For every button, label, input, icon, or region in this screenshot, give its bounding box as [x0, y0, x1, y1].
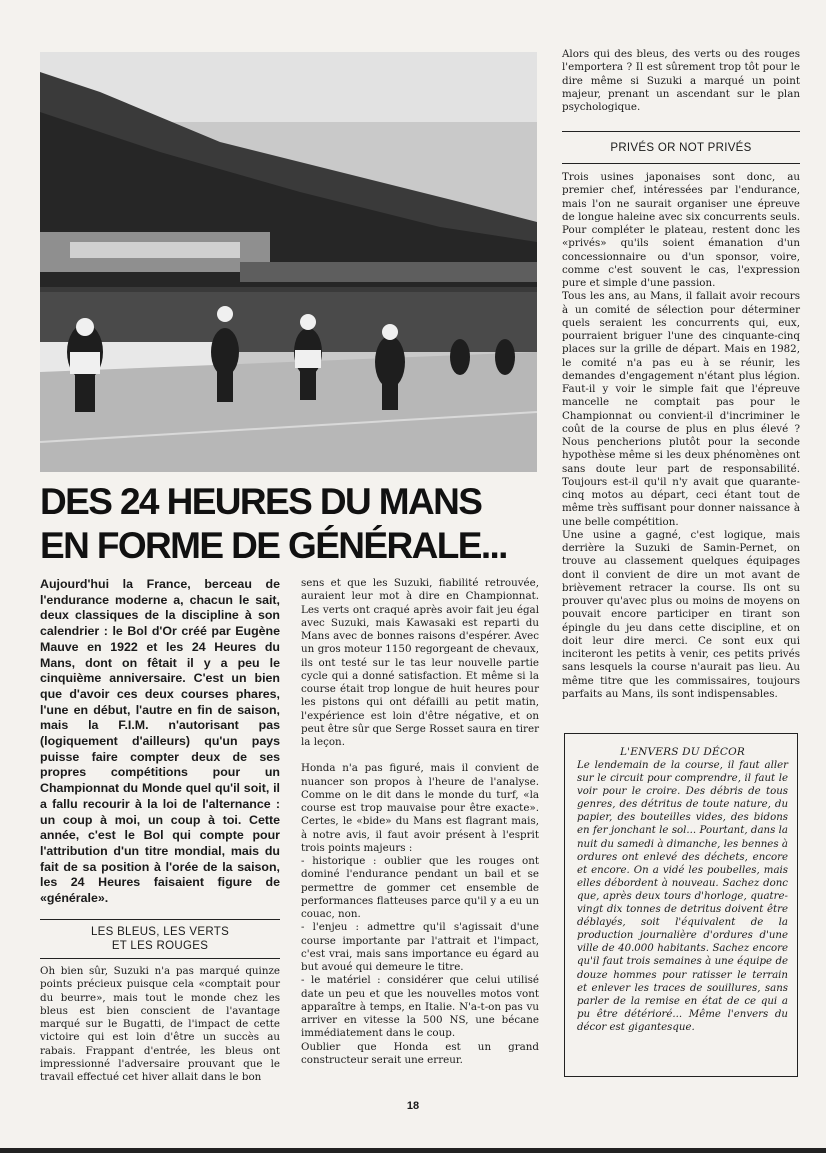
section-rule [562, 131, 800, 132]
bottom-edge [0, 1148, 826, 1153]
body-paragraph: - le matériel : considérer que celui utilisé date un peu et que les nouvelles motos vont apparaître à temps, en Italie. N'a-t-on pas vu arriver en vitesse la 500 NS, une bécane immédiatement dans le coup. [301, 974, 539, 1040]
body-paragraph: Alors qui des bleus, des verts ou des rouges l'emportera ? Il est sûrement trop tôt pour le dire même si Suzuki a marqué un point majeur, prenant un ascendant sur le plan psychologique. [562, 48, 800, 113]
section-rule [40, 958, 280, 959]
intro-paragraph: Aujourd'hui la France, berceau de l'endurance moderne a, chacun le sait, deux classiques de la discipline à son calendrier : le Bol d'Or créé par Eugène Mauve en 1922 et les 24 Heures du Mans, dont on fêtait il y a peu le cinquième anniversaire. C'est un bien que d'avoir ces deux courses phares, l'une en début, l'autre en fin de saison, mais la F.I.M. n'autorisant pas (logiquement d'ailleurs) qu'un pays puisse faire compter deux de ses propres compétitions pour un Championnat du Monde quel qu'il soit, il a fallu recourir à la loi de l'alternance : un coup à moi, un coup à toi. Cette année, c'est le Bol qui compte pour l'attribution d'un titre mondial, mais du fait de sa position à l'orée de la saison, les 24 Heures faisaient figure de «générale». [40, 577, 280, 906]
page-number: 18 [406, 1100, 420, 1112]
body-paragraph: Oh bien sûr, Suzuki n'a pas marqué quinze points précieux puisque cela «comptait pour du beurre», mais tout le monde chez les bleus est bien conscient de l'avantage marqué sur le Bugatti, de l'impact de cette victoire qui est loin d'être un succès au rabais. Frappant d'entrée, les bleus ont impressionné l'adversaire prouvant que le travail effectué cet hiver allait dans le bon [40, 965, 280, 1083]
envers-du-decor-sidebar [564, 733, 798, 1077]
column2-body [301, 577, 539, 1067]
sidebar-title: L'ENVERS DU DÉCOR [619, 746, 746, 758]
section-title-line-2: ET LES ROUGES [111, 940, 209, 952]
column3-body [562, 171, 800, 701]
headline-line-1: DES 24 HEURES DU MANS [40, 481, 482, 522]
body-paragraph: Tous les ans, au Mans, il fallait avoir recours à un comité de sélection pour déterminer quels seraient les concurrents qui, eux, pourraient briguer l'une des cinquante-cinq places sur la grille de départ. Mais en 1982, le comité n'a pas eu à se réunir, les demandes d'engagement n'étant plus légion. Faut-il y voir le simple fait que l'épreuve mancelle ne comptait pas pour le Championnat ou convient-il d'incriminer le coût de la course de plus en plus élevé ? Nous pencherions plutôt pour la seconde hypothèse même si les deux phénomènes ont sans doute leur part de responsabilité. Toujours est-il qu'il n'y avait que quarante-cinq motos au départ, ceci étant tout de même très suffisant pour donner naissance à une belle compétition. [562, 290, 800, 528]
race-photo-illustration [40, 52, 537, 472]
body-paragraph: Oublier que Honda est un grand constructeur serait une erreur. [301, 1040, 539, 1066]
column3-top [562, 48, 800, 114]
body-paragraph: - l'enjeu : admettre qu'il s'agissait d'une course importante par l'attrait et l'impact, c'est vrai, mais sans importance eu égard au but avoué qui demeure le titre. [301, 921, 539, 973]
body-paragraph: Trois usines japonaises sont donc, au premier chef, intéressées par l'endurance, mais l'on ne saurait organiser une épreuve de longue haleine avec six concurrents seuls. Pour compléter le plateau, restent donc les «privés» qu'ils soient émanation d'un concessionnaire ou d'un sponsor, voire, comme c'est souvent le cas, l'expression pure et simple d'une passion. [562, 171, 800, 289]
body-paragraph: - historique : oublier que les rouges ont dominé l'endurance pendant un bail et se permettre de gommer cet ensemble de performances flatteuses parce qu'il y a eu un couac, non. [301, 855, 539, 920]
article-headline [40, 480, 540, 568]
section-title-prives: PRIVÉS OR NOT PRIVÉS [610, 142, 752, 154]
body-paragraph: Honda n'a pas figuré, mais il convient de nuancer son propos à l'heure de l'analyse. Comme on le dit dans le monde du turf, «la course est trop mauvaise pour être exacte». Certes, le «bide» du Mans est flagrant mais, à notre avis, il faut avoir présent à l'esprit trois points majeurs : [301, 762, 539, 854]
sidebar-text: Le lendemain de la course, il faut aller sur le circuit pour comprendre, il faut le voir pour le croire. Des débris de tous genres, des détritus de toute nature, du papier, des bouteilles vides, des bidons en fer jonchant le sol... Pourtant, dans la nuit du samedi à dimanche, les bennes à ordures ont enlevé des déchets, encore et encore. On a vidé les poubelles, mais elles débordent à nouveau. Sachez donc que, après deux tours d'horloge, quatre-vingt dix tonnes de detritus doivent être déblayés, soit l'équivalent de la production journalière d'ordures d'une ville de 40.000 habitants. Sachez encore qu'il faut trois semaines à une équipe de douze hommes pour ratisser le terrain et enlever les traces de souillures, sans parler de la remise en état de ce qui a pu être détérioré... Même l'envers du décor est gigantesque. [577, 760, 788, 1033]
body-paragraph: sens et que les Suzuki, fiabilité retrouvée, auraient leur mot à dire en Championnat. Les verts ont craqué après avoir fait jeu égal avec Suzuki, mais Kawasaki est reparti du Mans avec de bonnes raisons d'espérer. Avec un gros moteur 1150 regorgeant de chevaux, ils ont testé sur le tas leur nouvelle partie cycle qui a donné satisfaction. Et même si la course était trop longue de huit heures pour les pistons qui ont défailli au petit matin, l'expérience est loin d'être négative, et on peut être sûr que Serge Rosset saura en tirer la leçon. [301, 577, 539, 748]
column1-body [40, 965, 280, 1084]
headline-line-2: EN FORME DE GÉNÉRALE... [40, 525, 507, 566]
section-title-bleus-verts-rouges [40, 925, 280, 953]
body-paragraph: Une usine a gagné, c'est logique, mais derrière la Suzuki de Samin-Pernet, on trouve au classement quelques équipages dont il convient de dire un mot avant de brièvement retracer la course. Ils ont su prouver qu'avec plus ou moins de moyens on pouvait encore participer en tirant son épingle du jeu dans cette discipline, et on doit leur dire merci. Ce sont eux qui inciteront les petits à venir, ces petits privés sans lesquels la course n'aurait pas lieu. Au même titre que les commissaires, toujours parfaits au Mans, ils sont indispensables. [562, 528, 800, 700]
section-rule [562, 163, 800, 164]
intro-paragraph-block [40, 577, 280, 907]
section-rule [40, 919, 280, 920]
race-start-photo [40, 52, 537, 472]
section-title-line-1: LES BLEUS, LES VERTS [90, 926, 230, 938]
